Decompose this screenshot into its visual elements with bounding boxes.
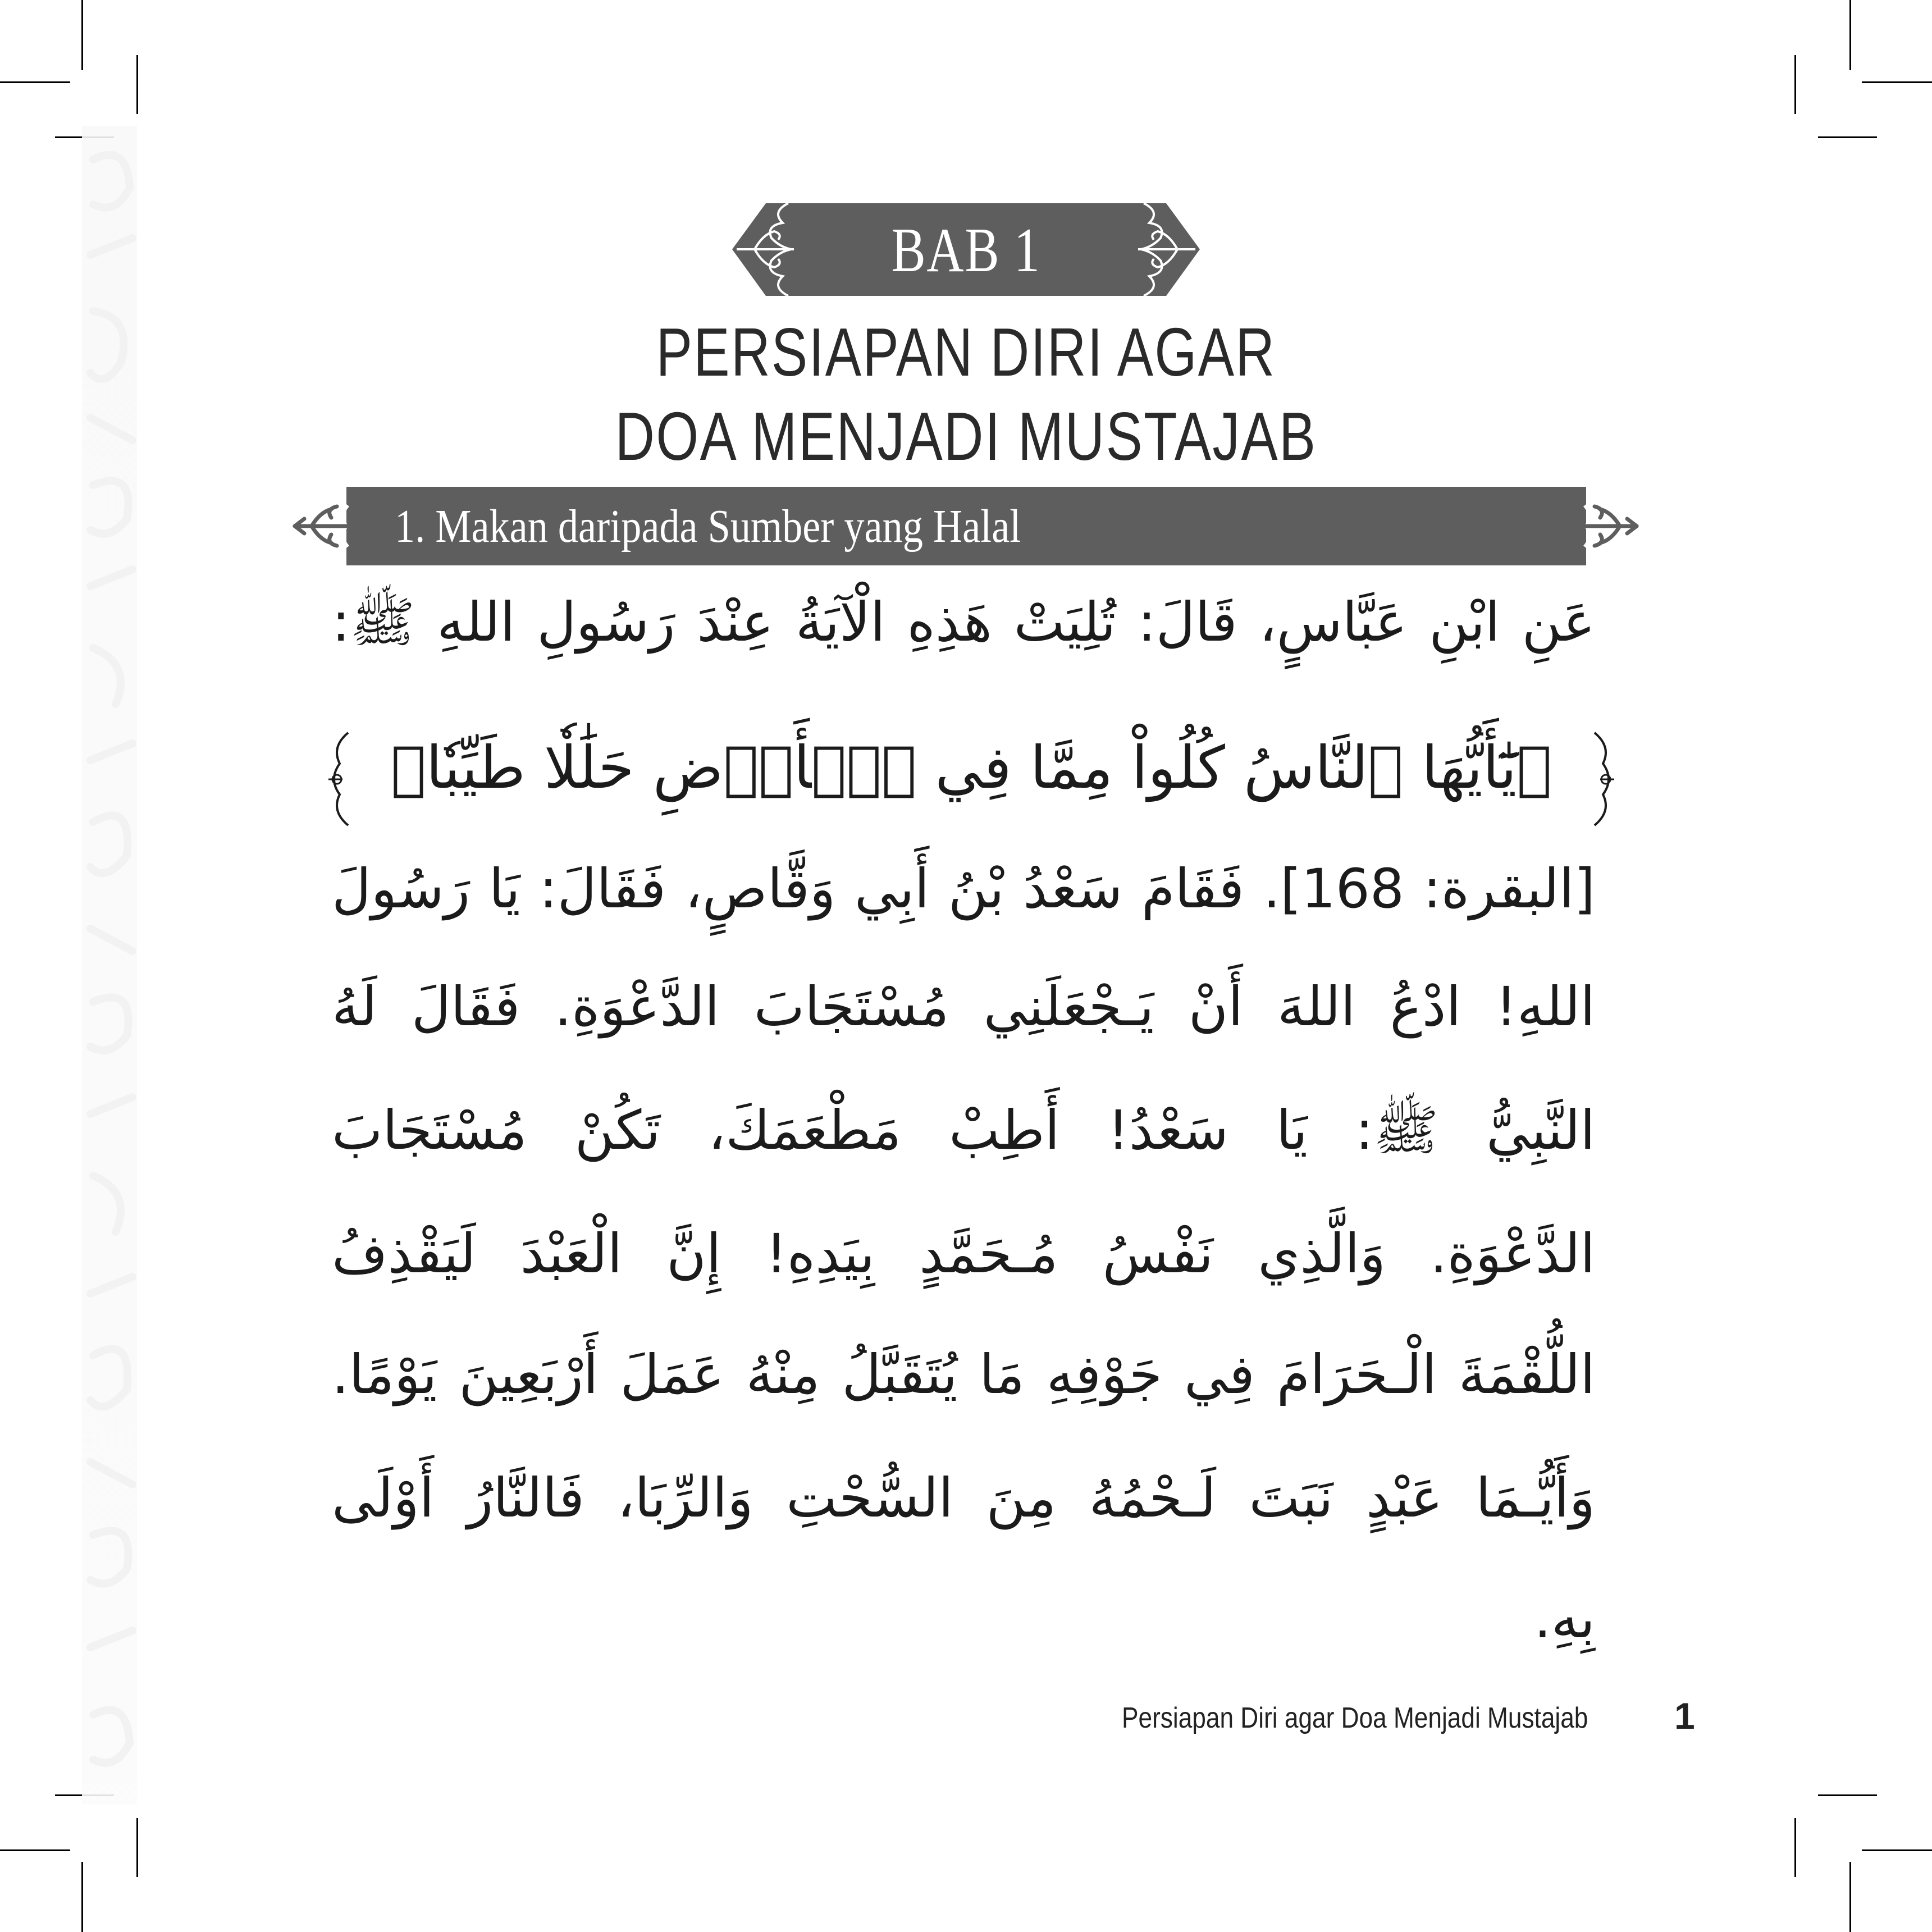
hadith-line-5: النَّبِيُّ ﷺ: يَا سَعْدُ! أَطِبْ مَطْعَمَكَ، تَكُنْ مُسْتَجَابَ (332, 1099, 1595, 1162)
crop-mark-tr-inner-v (1794, 55, 1796, 114)
crop-mark-br-outer-h (1862, 1849, 1932, 1851)
crop-mark-tl-inner-v (136, 55, 138, 114)
calligraphy-watermark-icon (82, 126, 137, 1805)
section-heading-label: 1. Makan daripada Sumber yang Halal (395, 500, 1021, 552)
crop-mark-tl-outer-h (0, 81, 70, 83)
hadith-line-9: بِهِ. (1534, 1587, 1595, 1650)
crop-mark-bl-outer-v (81, 1862, 83, 1932)
crop-mark-tr-outer-v (1849, 0, 1851, 70)
chapter-title-line-1: PERSIAPAN DIRI AGAR (656, 314, 1276, 390)
margin-watermark-pattern (82, 126, 137, 1805)
quran-verse-text: ﴿يَٰٓأَيُّهَا ٱلنَّاسُ كُلُواْ مِمَّا فِي ٱلۡأَرۡضِ حَلَٰلٗا طَيِّبٗا﴾ (391, 733, 1552, 802)
crop-mark-br-inner-h (1818, 1794, 1877, 1796)
crop-mark-tl-outer-v (81, 0, 83, 70)
ornate-bracket-left-icon (326, 730, 359, 828)
section-heading-banner (286, 484, 1645, 568)
hadith-line-1: عَنِ ابْنِ عَبَّاسٍ، قَالَ: تُلِيَتْ هَذِهِ الْآيَةُ عِنْدَ رَسُولِ اللهِ ﷺ: (332, 591, 1595, 654)
hadith-line-8: وَأَيُّـمَا عَبْدٍ نَبَتَ لَـحْمُهُ مِنَ السُّحْتِ وَالرِّبَا، فَالنَّارُ أَوْلَى (332, 1467, 1595, 1529)
ornate-bracket-right-icon (1583, 730, 1617, 828)
chapter-title-line-2: DOA MENJADI MUSTAJAB (615, 398, 1317, 474)
crop-mark-br-outer-v (1849, 1862, 1851, 1932)
hadith-line-6: الدَّعْوَةِ. وَالَّذِي نَفْسُ مُـحَمَّدٍ بِيَدِهِ! إِنَّ الْعَبْدَ لَيَقْذِفُ (332, 1222, 1595, 1285)
crop-mark-bl-outer-h (0, 1849, 70, 1851)
running-footer-title: Persiapan Diri agar Doa Menjadi Mustajab (1122, 1702, 1588, 1734)
crop-mark-tr-inner-h (1818, 136, 1877, 138)
hadith-line-7: اللُّقْمَةَ الْـحَرَامَ فِي جَوْفِهِ مَا يُتَقَبَّلُ مِنْهُ عَمَلَ أَرْبَعِينَ يَوْمًا. (332, 1343, 1595, 1406)
hadith-line-4: اللهِ! ادْعُ اللهَ أَنْ يَـجْعَلَنِي مُسْتَجَابَ الدَّعْوَةِ. فَقَالَ لَهُ (332, 975, 1595, 1038)
chapter-number-label: BAB 1 (891, 216, 1041, 285)
page-number: 1 (1674, 1695, 1695, 1737)
crop-mark-tr-outer-h (1862, 81, 1932, 83)
quran-verse-block (326, 721, 1617, 834)
hadith-line-3: [البقرة: 168]. فَقَامَ سَعْدُ بْنُ أَبِي وَقَّاصٍ، فَقَالَ: يَا رَسُولَ (332, 857, 1595, 920)
chapter-badge (732, 203, 1200, 296)
crop-mark-br-inner-v (1794, 1818, 1796, 1877)
crop-mark-bl-inner-v (136, 1818, 138, 1877)
